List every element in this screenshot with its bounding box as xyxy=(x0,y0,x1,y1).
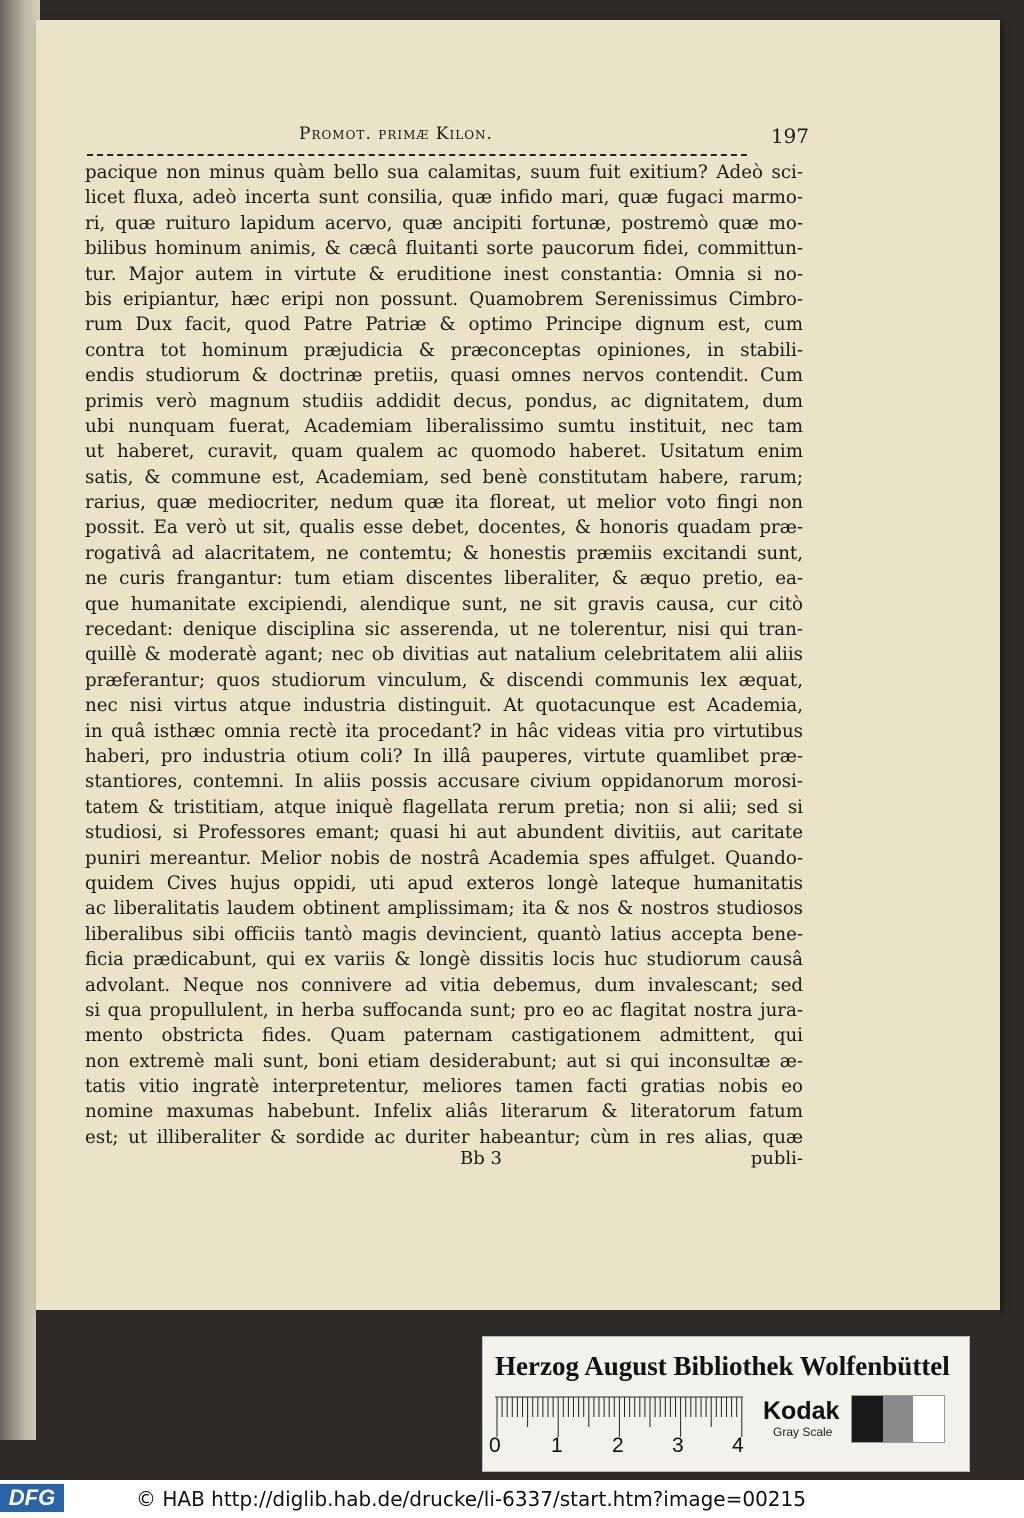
ruler-number: 4 xyxy=(732,1434,744,1457)
header-rule xyxy=(87,154,747,156)
ruler-number: 2 xyxy=(612,1434,624,1457)
text-line: licet fluxa, adeò incerta sunt consilia, quæ infido mari, quæ fugaci marmo- xyxy=(85,187,803,209)
text-line: tur. Major autem in virtute & eruditione inest constantia: Omnia si no- xyxy=(85,263,803,285)
text-line: liberalibus sibi officiis tantò magis devincient, quantò latius accepta bene- xyxy=(85,923,803,945)
text-line: endis studiorum & doctrinæ pretiis, quasi omnes nervos contendit. Cum xyxy=(85,365,803,387)
text-line: pacique non minus quàm bello sua calamitas, suum fuit exitium? Adeò sci- xyxy=(85,162,803,183)
library-name: Herzog August Bibliothek Wolfenbüttel xyxy=(495,1351,950,1381)
text-line: mento obstricta fides. Quam paternam castigationem admittent, qui xyxy=(85,1025,803,1047)
text-line: ficia prædicabunt, qui ex variis & longè dissitis locis huc studiorum causâ xyxy=(85,949,803,971)
gray-swatches xyxy=(851,1395,945,1443)
text-line: non extremè mali sunt, boni etiam desiderabunt; aut si qui inconsultæ æ- xyxy=(85,1050,803,1072)
swatch-gray xyxy=(883,1396,914,1442)
catchword: publi- xyxy=(750,1148,803,1169)
text-line: nec nisi virtus atque industria distinguit. At quotacunque est Academia, xyxy=(85,695,803,717)
copyright-notice: © HAB http://diglib.hab.de/drucke/li-6337/start.htm?image=00215 xyxy=(136,1487,806,1511)
gray-scale-label: Gray Scale xyxy=(773,1425,833,1439)
running-head: Promot. primæ Kilon. xyxy=(299,124,493,144)
text-line: contra tot hominum præjudicia & præconceptas opiniones, in stabili- xyxy=(85,339,803,361)
page-number: 197 xyxy=(770,124,809,148)
text-line: ubi nunquam fuerat, Academiam liberalissimo sumtu instituit, nec tam xyxy=(85,415,803,437)
text-line: recedant: denique disciplina sic asserenda, ut ne tolerentur, nisi qui tran- xyxy=(85,619,803,641)
text-line: præferantur; quos studiorum vinculum, & discendi communis lex æquat, xyxy=(85,669,803,691)
text-line: satis, & commune est, Academiam, sed benè constitutam habere, rarum; xyxy=(85,466,803,488)
text-line: studiosi, si Professores emant; quasi hi aut abundent divitiis, aut caritate xyxy=(85,822,803,844)
text-line: in quâ isthæc omnia rectè ita procedant? in hâc videas vitia pro virtutibus xyxy=(85,720,803,742)
text-line: nomine maxumas habebunt. Infelix aliâs literarum & literatorum fatum xyxy=(85,1101,803,1123)
text-line: advolant. Neque nos connivere ad vitia debemus, dum invalescant; sed xyxy=(85,974,803,996)
text-line: quillè & moderatè agant; nec ob divitias aut natalium celebritatem alii aliis xyxy=(85,644,803,666)
dfg-logo: DFG xyxy=(0,1484,64,1512)
text-line: si qua propullulent, in herba suffocanda sunt; pro eo ac flagitat nostra jura- xyxy=(85,999,803,1021)
text-line: puniri mereantur. Melior nobis de nostrâ Academia spes affulget. Quando- xyxy=(85,847,803,869)
text-line: possit. Ea verò ut sit, qualis esse debet, docentes, & honoris quadam præ- xyxy=(85,517,803,539)
adjacent-page-edge xyxy=(0,0,40,1440)
swatch-white xyxy=(913,1396,944,1442)
text-line: rum Dux facit, quod Patre Patriæ & optimo Principe dignum est, cum xyxy=(85,314,803,336)
text-line: tatis vitio ingratè interpretentur, meliores tamen facti gratias nobis eo xyxy=(85,1076,803,1098)
text-line: ne curis frangantur: tum etiam discentes liberaliter, & æquo pretio, ea- xyxy=(85,568,803,590)
page-footer xyxy=(85,1148,803,1174)
kodak-logo: Kodak xyxy=(763,1397,840,1425)
page-header xyxy=(87,124,809,158)
text-line: quidem Cives hujus oppidi, uti apud exteros longè lateque humanitatis xyxy=(85,872,803,894)
text-line: tatem & tristitiam, atque iniquè flagellata rerum pretia; non si alii; sed si xyxy=(85,796,803,818)
text-line: est; ut illiberaliter & sordide ac duriter habeantur; cùm in res alias, quæ xyxy=(85,1126,803,1148)
text-line: ut haberet, curavit, quam qualem ac quomodo haberet. Usitatum enim xyxy=(85,441,803,463)
text-line: ri, quæ ruituro lapidum acervo, quæ ancipiti fortunæ, postremò quæ mo- xyxy=(85,212,803,234)
text-line: rarius, quæ mediocriter, nedum quæ ita floreat, ut melior voto fingi non xyxy=(85,492,803,514)
ruler-number: 0 xyxy=(489,1434,501,1457)
signature-mark: Bb 3 xyxy=(460,1148,502,1169)
body-text xyxy=(85,160,803,1150)
text-line: bis eripiantur, hæc eripi non possunt. Quamobrem Serenissimus Cimbro- xyxy=(85,288,803,310)
swatch-black xyxy=(852,1396,883,1442)
text-line: que humanitate excipiendi, alendique sunt, ne sit gravis causa, cur citò xyxy=(85,593,803,615)
ruler-number: 1 xyxy=(551,1434,563,1457)
text-line: rogativâ ad alacritatem, ne contemtu; & honestis præmiis excitandi sunt, xyxy=(85,542,803,564)
text-line: primis verò magnum studiis addidit decus, pondus, ac dignitatem, dum xyxy=(85,390,803,412)
text-line: stantiores, contemni. In aliis possis accusare civium oppidanorum morosi- xyxy=(85,771,803,793)
ruler-number: 3 xyxy=(672,1434,684,1457)
text-line: ac liberalitatis laudem obtinent amplissimam; ita & nos & nostros studiosos xyxy=(85,898,803,920)
text-line: haberi, pro industria otium coli? In illâ pauperes, virtute quamlibet præ- xyxy=(85,745,803,767)
text-line: bilibus hominum animis, & cæcâ fluitanti sorte paucorum fidei, committun- xyxy=(85,238,803,260)
color-calibration-card xyxy=(482,1336,970,1472)
